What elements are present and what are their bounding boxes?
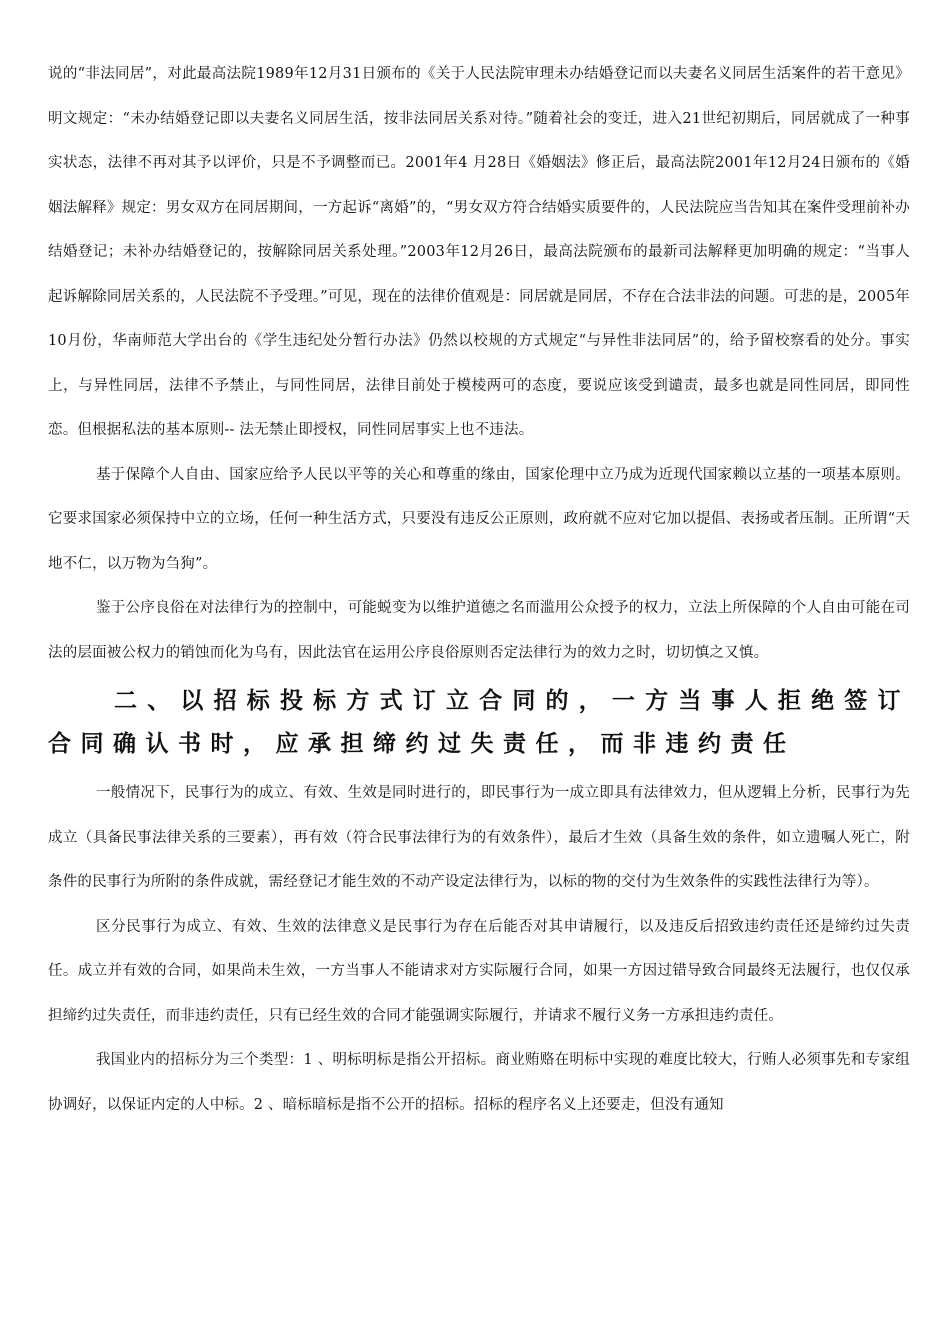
document-page <box>48 52 910 1127</box>
body-paragraph: 鉴于公序良俗在对法律行为的控制中，可能蜕变为以维护道德之名而滥用公众授予的权力，立法上所保障的个人自由可能在司法的层面被公权力的销蚀而化为乌有，因此法官在运用公序良俗原则否定法律行为的效力之时，切切慎之又慎。 <box>48 600 910 661</box>
body-paragraph: 基于保障个人自由、国家应给予人民以平等的关心和尊重的缘由，国家伦理中立乃成为近现代国家赖以立基的一项基本原则。它要求国家必须保持中立的立场，任何一种生活方式，只要没有违反公正原则，政府就不应对它加以提倡、表扬或者压制。正所谓“天地不仁，以万物为刍狗”。 <box>48 466 910 572</box>
body-paragraph: 区分民事行为成立、有效、生效的法律意义是民事行为存在后能否对其申请履行，以及违反后招致违约责任还是缔约过失责任。成立并有效的合同，如果尚未生效，一方当事人不能请求对方实际履行合同，如果一方因过错导致合同最终无法履行，也仅仅承担缔约过失责任，而非违约责任，只有已经生效的合同才能强调实际履行，并请求不履行义务一方承担违约责任。 <box>48 918 910 1024</box>
body-paragraph: 说的“非法同居”，对此最高法院1989年12月31日颁布的《关于人民法院审理未办结婚登记而以夫妻名义同居生活案件的若干意见》明文规定：“未办结婚登记即以夫妻名义同居生活，按非法同居关系对待。”随着社会的变迁，进入21世纪初期后，同居就成了一种事实状态，法律不再对其予以评价，只是不予调整而已。2001年4 月28日《婚姻法》修正后，最高法院2001年12月24日颁布的《婚姻法解释》规定：男女双方在同居期间，一方起诉“离婚”的，“男女双方符合结婚实质要件的，人民法院应当告知其在案件受理前补办结婚登记；未补办结婚登记的，按解除同居关系处理。”2003年12月26日，最高法院颁布的最新司法解释更加明确的规定：“当事人起诉解除同居关系的，人民法院不予受理。”可见，现在的法律价值观是：同居就是同居，不存在合法非法的问题。可悲的是，2005年10月份，华南师范大学出台的《学生违纪处分暂行办法》仍然以校规的方式规定“与异性非法同居”的，给予留校察看的处分。事实上，与异性同居，法律不予禁止，与同性同居，法律目前处于模棱两可的态度，要说应该受到谴责，最多也就是同性同居，即同性恋。但根据私法的基本原则-- 法无禁止即授权，同性同居事实上也不违法。 <box>48 66 910 438</box>
body-paragraph: 我国业内的招标分为三个类型：1 、明标明标是指公开招标。商业贿赂在明标中实现的难度比较大，行贿人必须事先和专家组协调好，以保证内定的人中标。2 、暗标暗标是指不公开的招标。招标的程序名义上还要走，但没有通知 <box>48 1052 910 1113</box>
body-paragraph: 一般情况下，民事行为的成立、有效、生效是同时进行的，即民事行为一成立即具有法律效力，但从逻辑上分析，民事行为先成立（具备民事法律关系的三要素），再有效（符合民事法律行为的有效条件），最后才生效（具备生效的条件，如立遗嘱人死亡，附条件的民事行为所附的条件成就，需经登记才能生效的不动产设定法律行为，以标的物的交付为生效条件的实践性法律行为等）。 <box>48 785 910 890</box>
section-heading: 二、以招标投标方式订立合同的，一方当事人拒绝签订合同确认书时，应承担缔约过失责任，而非违约责任 <box>48 687 910 757</box>
